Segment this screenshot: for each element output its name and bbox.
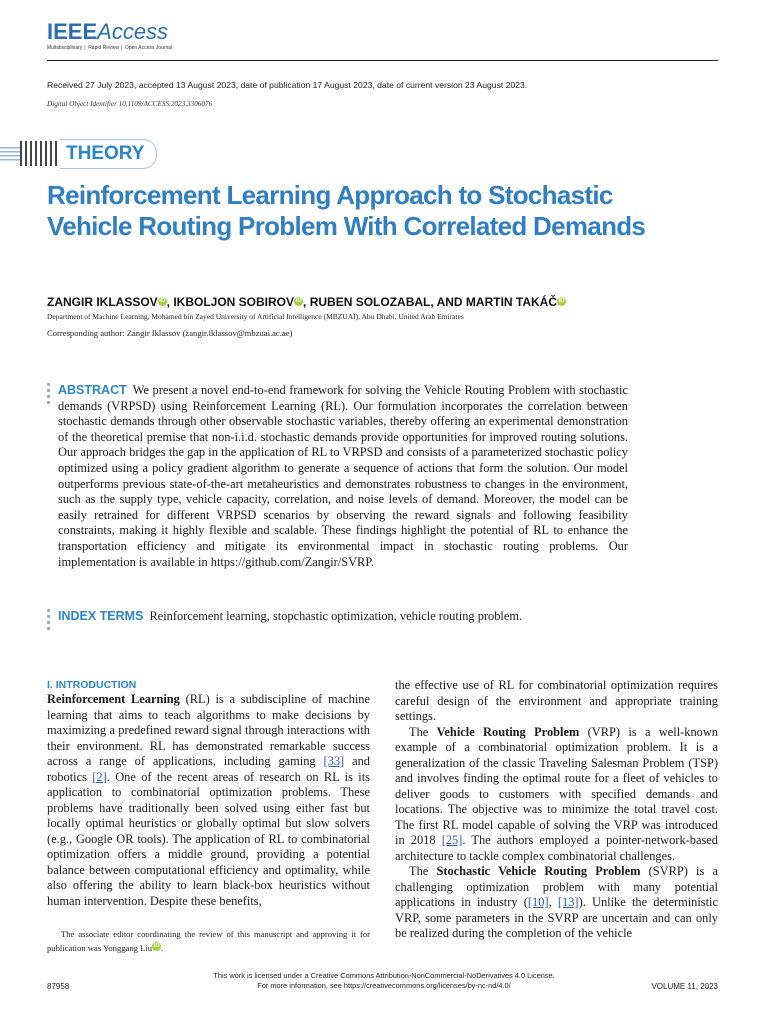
abstract-text: We present a novel end-to-end framework for solving the Vehicle Routing Problem with stochastic demands (VRPSD) using Reinforcement Learning (RL). Our formulation incorporates the correlation between stochastic demands through other observable stochastic variables, thereby offering an experimental demonstration of the theoretical premise that non-i.i.d. stochastic demands provide opportunities for improved routing solutions. Our approach bridges the gap in the application of RL to VRPSD and consists of a parameterized stochastic policy optimized using a policy gradient algorithm to generate a sequence of actions that form the solution. Our model outperforms previous state-of-the-art metaheuristics and demonstrates robustness to changes in the environment, such as the supply type, vehicle capacity, correlation, and noise levels of demand. Moreover, the model can be easily retrained for different VRPSD scenarios by observing the reward signals and following feasibility constraints, making it highly flexible and scalable. These findings highlight the potential of RL to enhance the transportation efficiency and mitigate its environmental impact in stochastic routing problems. Our implementation is available in https://github.com/Zangir/SVRP. [58,383,628,569]
paragraph [47,692,370,909]
text-run: The [409,864,437,878]
received-dates: Received 27 July 2023, accepted 13 August 2023, date of publication 17 August 2023, date of current version 23 August 2023. [47,80,528,90]
citation-link[interactable]: [10] [527,895,549,909]
text-run: (VRP) is a well-known example of a combinatorial optimization problem. It is a generalization of the classic Traveling Salesman Problem (TSP) and involves finding the optimal route for a fleet of vehicles to deliver goods to customers with specified demands and locations. The objective was to minimize the total travel cost. The first RL model capable of solving the VRP was introduced in 2018 [395,724,718,847]
volume-label: VOLUME 11, 2023 [651,982,718,991]
section-tag: THEORY [60,139,157,169]
text-run: (RL) is a subdiscipline of machine learning that aims to teach algorithms to make decisions by maximizing a predefined reward signal through interactions with their environment. RL has demonstrated remarkable success across a range of applications, including gaming [47,692,370,768]
logo-access-text: Access [97,19,169,44]
text-run: (SVRP) is a challenging optimization problem with many potential applications in industry ( [395,864,718,909]
text-run: and robotics [47,754,370,784]
text-run: The [409,724,437,739]
paragraph [395,725,718,865]
abstract-marker-icon [47,383,53,407]
footnote-text: The associate editor coordinating the review of this manuscript and approving it for publication was Yonggang Liu [47,929,370,953]
footnote: The associate editor coordinating the review of this manuscript and approving it for publication was Yonggang Liu iD . [47,929,370,953]
author-list: ZANGIR IKLASSOV iD , IKBOLJON SOBIROV iD , RUBEN SOLOZABAL, AND MARTIN TAKÁČ iD [47,295,565,309]
index-terms [58,609,658,625]
citation-link[interactable]: [2] [92,769,107,784]
bold-term: Vehicle Routing Problem [436,724,580,739]
citation-link[interactable]: [25] [441,833,463,847]
paragraph: the effective use of RL for combinatorial optimization requires careful design of the environment and appropriate training settings. [395,678,718,723]
text-run: ). Unlike the deterministic VRP, some parameters in the SVRP are uncertain and can only be realized during the completion of the vehicle [395,895,718,940]
body-column-right [395,678,718,942]
author-1: ZANGIR IKLASSOV [47,295,158,309]
logo-subtitle: Multidisciplinary │ Rapid Review │ Open Access Journal [47,45,173,51]
header-divider [47,60,718,61]
section-tag-bars-icon [0,139,62,168]
paragraph [395,864,718,942]
index-terms-marker-icon [47,609,53,633]
paper-title: Reinforcement Learning Approach to Stochastic Vehicle Routing Problem With Correlated Demands [47,180,646,241]
doi-line: Digital Object Identifier 10.1109/ACCESS.2023.3306076 [47,100,213,108]
page-number: 87958 [47,982,70,991]
citation-link[interactable]: [33] [323,754,345,768]
text-run: . The authors employed a pointer-network-based architecture to tackle complex combinatorial challenges. [395,833,718,863]
orcid-icon[interactable]: iD [295,298,302,304]
bold-term: Stochastic Vehicle Routing Problem [436,864,641,878]
affiliation: Department of Machine Learning, Mohamed bin Zayed University of Artificial Intelligence (MBZUAI), Abu Dhabi, United Arab Emirates [47,312,464,321]
license-line-1: This work is licensed under a Creative Commons Attribution-NonCommercial-NoDerivatives 4.0 License. [213,971,555,980]
abstract [58,383,628,570]
body-column-left [47,678,370,909]
section-heading: I. INTRODUCTION [47,679,137,691]
logo-ieee-text: IEEE [47,19,98,44]
license-line-2[interactable]: For more information, see https://creativecommons.org/licenses/by-nc-nd/4.0/ [257,981,511,990]
journal-logo [47,20,168,44]
citation-link[interactable]: [13] [557,895,579,909]
orcid-icon[interactable]: iD [153,942,160,949]
orcid-icon[interactable]: iD [159,298,166,304]
abstract-label: ABSTRACT [58,383,127,397]
index-terms-label: INDEX TERMS [58,609,144,623]
author-2: IKBOLJON SOBIROV [173,295,295,309]
text-run: , [548,895,558,909]
author-3: RUBEN SOLOZABAL, AND MARTIN TAKÁČ [309,295,558,309]
corresponding-author: Corresponding author: Zangir Iklassov (zangir.iklassov@mbzuai.ac.ae) [47,328,293,338]
bold-term: Reinforcement Learning [47,692,180,706]
index-terms-text: Reinforcement learning, stopchastic optimization, vehicle routing problem. [149,609,523,623]
text-run: . One of the recent areas of research on RL is its application to combinatorial optimization problems. These problems have traditionally been solved using either fast but locally optimal heuristics or globally optimal but slow solvers (e.g., Google OR tools). The application of RL to combinatorial optimization offers a middle ground, providing a potential balance between computational efficiency and optimality, while also offering the ability to learn black-box heuristics without human intervention. Despite these benefits, [47,769,370,908]
orcid-icon[interactable]: iD [558,298,565,304]
